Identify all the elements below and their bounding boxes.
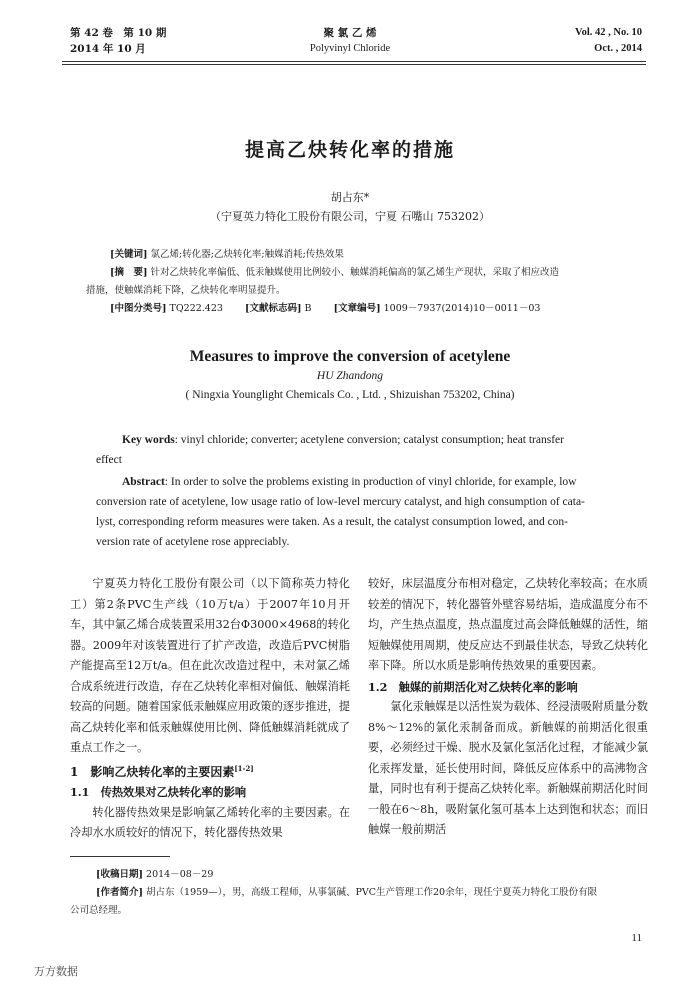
header-volume-en: Vol. 42 , No. 10 — [575, 27, 642, 38]
abstract-cn-line1 — [110, 264, 650, 281]
author-en: HU Zhandong — [316, 370, 384, 382]
affiliation-en: ( Ningxia Younglight Chemicals Co. , Ltd. , Shizuishan 753202, China) — [185, 389, 515, 401]
section-1-1-paragraph: 转化器传热效果是影响氯乙烯转化率的主要因素。在冷却水水质较好的情况下，转化器传热效果 — [70, 805, 350, 839]
footnote-received — [96, 866, 213, 883]
doc-value: B — [304, 303, 312, 314]
received-label: [收稿日期] — [96, 869, 143, 880]
abstract-en-text1: : In order to solve the problems existing in production of vinyl chloride, for example, low — [164, 476, 577, 488]
abstract-en-label: Abstract — [122, 476, 165, 488]
keywords-en-line2: effect — [96, 454, 122, 466]
keywords-en-line1 — [122, 430, 642, 451]
bio-label: [作者简介] — [96, 887, 143, 898]
continued-paragraph: 较好，床层温度分布相对稳定，乙炔转化率较高；在水质较差的情况下，转化器管外壁容易结垢，造成温度分布不均，产生热点温度，热点温度过高会降低触媒的活性，缩短触媒使用周期，使反应达不到最佳状态，导致乙炔转化率下降。所以水质是影响传热效果的重要因素。 — [368, 577, 648, 672]
footnote-bio-line2: 公司总经理。 — [70, 905, 128, 916]
affiliation-cn: （宁夏英力特化工股份有限公司，宁夏 石嘴山 753202） — [210, 210, 490, 223]
footnote-bio-line1 — [96, 884, 656, 901]
classification-row — [110, 300, 650, 317]
header-volume-cn: 第 42 卷 第 10 期 — [70, 27, 167, 39]
abstract-cn-line2: 措施，使触媒消耗下降，乙炔转化率明显提升。 — [86, 285, 286, 296]
section-1-heading — [70, 759, 350, 783]
body-left-column — [70, 574, 350, 844]
title-cn: 提高乙炔转化率的措施 — [244, 139, 455, 161]
abstract-cn-label: [摘 要] — [110, 267, 148, 278]
received-value: 2014－08－29 — [146, 869, 214, 880]
keywords-en-text1: : vinyl chloride; converter; acetylene conversion; catalyst consumption; heat transfer — [174, 434, 564, 446]
header-date-en: Oct. , 2014 — [594, 43, 642, 54]
footnote-rule — [70, 856, 170, 857]
abstract-en-line2: conversion rate of acetylene, low usage ratio of low-level mercury catalyst, and high consumption of cata- — [96, 496, 585, 508]
keywords-cn-label: [关键词] — [110, 249, 148, 260]
class-label: [中图分类号] — [110, 303, 167, 314]
section-1-ref: [1-2] — [234, 763, 254, 773]
abstract-en-line1 — [122, 472, 642, 493]
doc-label: [文献标志码] — [245, 303, 302, 314]
class-value: TQ222.423 — [169, 303, 223, 314]
page-number: 11 — [631, 932, 642, 944]
header-journal-cn: 聚 氯 乙 烯 — [323, 27, 377, 39]
watermark: 万方数据 — [34, 965, 78, 978]
header-journal-en: Polyvinyl Chloride — [309, 43, 391, 54]
author-cn: 胡占东* — [330, 191, 370, 204]
title-en: Measures to improve the conversion of acetylene — [189, 348, 511, 365]
article-label: [文章编号] — [333, 303, 381, 314]
bio-text1: 胡占东（1959—），男，高级工程师，从事氯碱、PVC生产管理工作20余年，现任宁夏英力特化工股份有限 — [146, 887, 598, 898]
section-1-2-paragraph: 氯化汞触媒是以活性炭为载体、经浸渍吸附质量分数8%～12%的氯化汞制备而成。新触媒的前期活化很重要，必须经过干燥、脱水及氯化氢活化过程，才能减少氯化汞挥发量，延长使用时间，降低反应体系中的高沸物含量，同时也有利于提高乙炔转化率。新触媒前期活化时间一般在6～8h，吸附氯化氢可基本上达到饱和状态；而旧触媒一般前期活 — [368, 700, 648, 836]
header-date-cn: 2014 年 10 月 — [70, 43, 146, 55]
header-rule — [62, 61, 646, 62]
header-rule-double — [62, 64, 646, 65]
section-1-2-heading: 1.2 触媒的前期活化对乙炔转化率的影响 — [368, 679, 578, 694]
section-1-title: 1 影响乙炔转化率的主要因素 — [70, 764, 235, 779]
intro-paragraph: 宁夏英力特化工股份有限公司（以下简称英力特化工）第2条PVC生产线（10万t/a）于2007年10月开车，其中氯乙烯合成装置采用32台Φ3000×4968的转化器。2009年对该装置进行了扩产改造，改造后PVC树脂产能提高至12万t/a。但在此次改造过程中，未对氯乙烯合成系统进行改造，存在乙炔转化率相对偏低、触媒消耗较高的问题。随着国家低汞触媒应用政策的逐步推进，提高乙炔转化率和低汞触媒使用比例、降低触媒消耗就成了重点工作之一。 — [70, 577, 350, 754]
abstract-en-line3: lyst, corresponding reform measures were taken. As a result, the catalyst consumption lowed, and con- — [96, 516, 569, 528]
body-right-column — [368, 574, 648, 841]
abstract-en-line4: version rate of acetylene rose appreciably. — [96, 536, 290, 548]
abstract-cn-text1: 针对乙炔转化率偏低、低汞触媒使用比例较小、触媒消耗偏高的氯乙烯生产现状，采取了相应改造 — [150, 267, 560, 278]
keywords-en-label: Key words — [122, 434, 175, 446]
keywords-cn-text: 氯乙烯;转化器;乙炔转化率;触媒消耗;传热效果 — [150, 249, 344, 260]
keywords-cn — [110, 246, 630, 263]
article-value: 1009－7937(2014)10－0011－03 — [383, 303, 541, 314]
section-1-1-heading: 1.1 传热效果对乙炔转化率的影响 — [70, 785, 247, 799]
